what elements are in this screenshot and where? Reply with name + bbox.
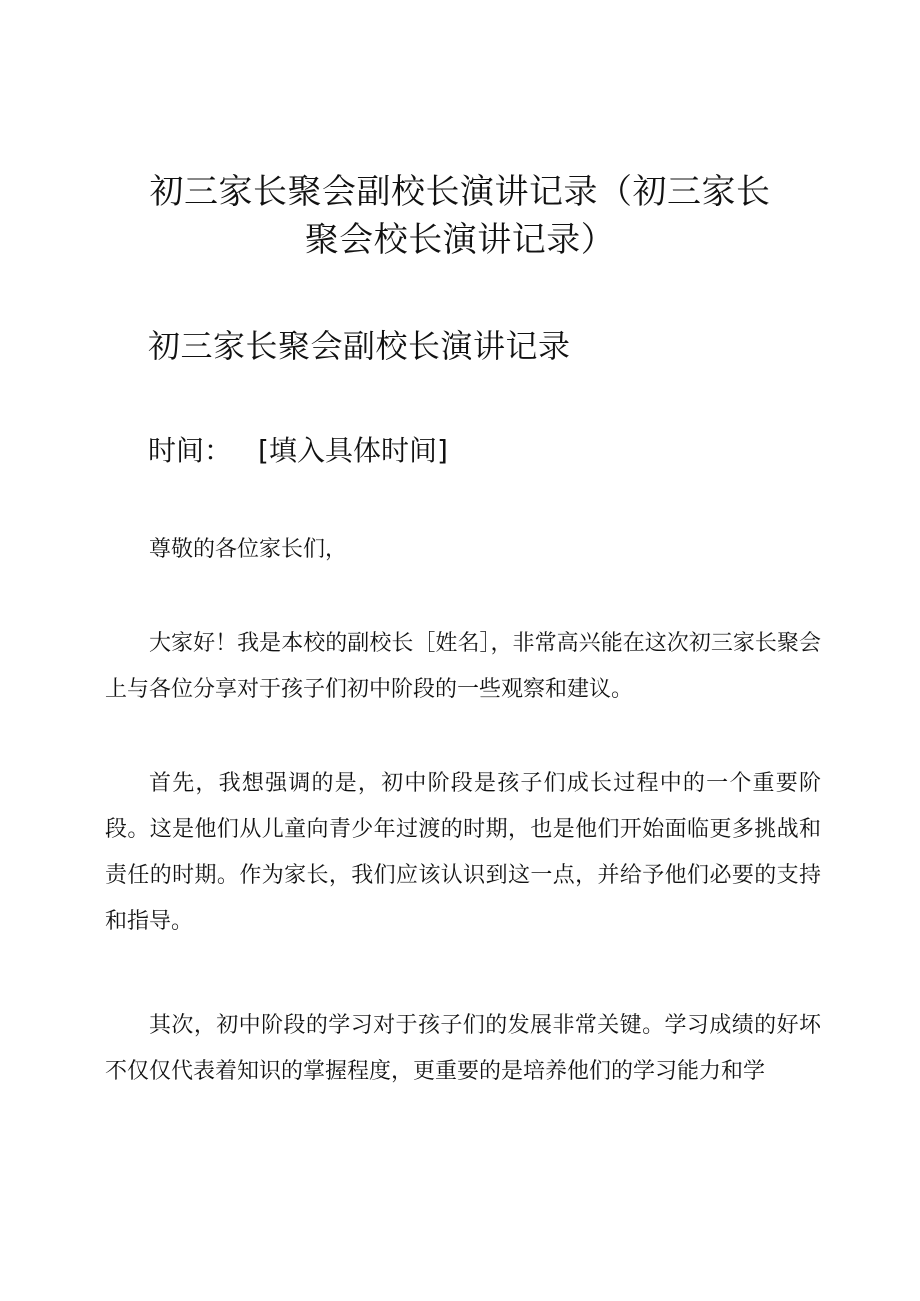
paragraph-greeting: 尊敬的各位家长们，	[149, 537, 348, 562]
section-heading: 初三家长聚会副校长演讲记录	[148, 327, 571, 365]
time-row	[148, 433, 448, 469]
paragraph-second-point: 其次，初中阶段的学习对于孩子们的发展非常关键。学习成绩的好坏不仅仅代表着知识的掌握程度，更重要的是培养他们的学习能力和学	[105, 1013, 821, 1084]
paragraph-first-point: 首先，我想强调的是，初中阶段是孩子们成长过程中的一个重要阶段。这是他们从儿童向青少年过渡的时期，也是他们开始面临更多挑战和责任的时期。作为家长，我们应该认识到这一点，并给予他们必要的支持和指导。	[105, 771, 821, 934]
time-label: 时间：	[148, 434, 233, 467]
time-value: [填入具体时间]	[258, 434, 448, 467]
document-title-line-1: 初三家长聚会副校长演讲记录（初三家长	[149, 172, 771, 212]
paragraph-introduction: 大家好！我是本校的副校长［姓名］，非常高兴能在这次初三家长聚会上与各位分享对于孩子们初中阶段的一些观察和建议。	[105, 631, 821, 702]
document-title-line-2: 聚会校长演讲记录）	[304, 220, 616, 260]
